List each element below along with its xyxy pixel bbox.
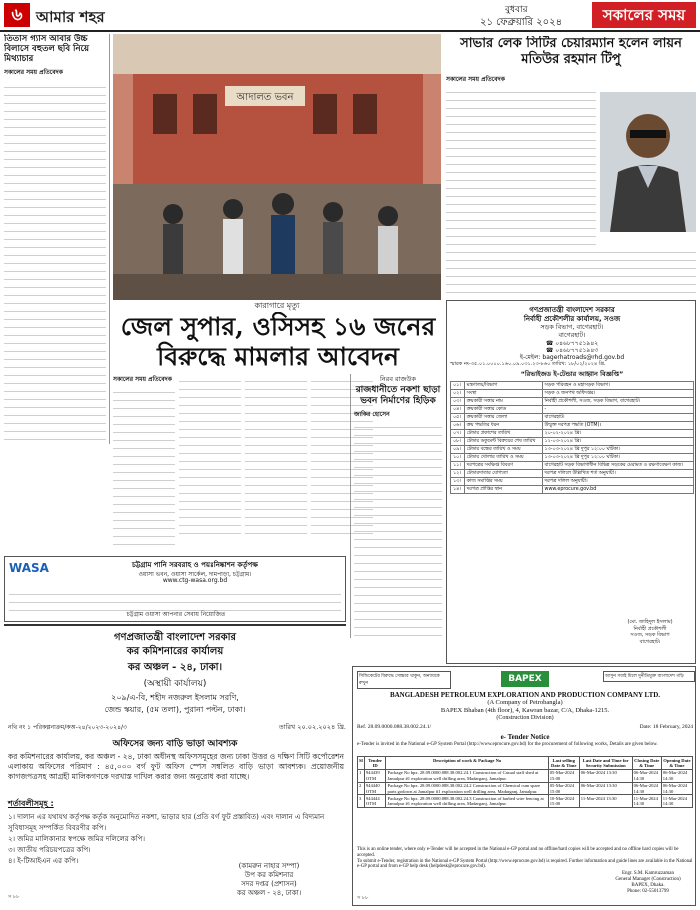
table-cell: মন্ত্রণালয়/বিভাগ bbox=[464, 382, 542, 390]
masthead bbox=[0, 0, 700, 32]
table-row bbox=[451, 478, 694, 486]
signatory-phone: Phone: 02-55013799 bbox=[627, 889, 669, 894]
rhd-ad-email: ই-মেইল: bagerhatroads@rhd.gov.bd bbox=[519, 354, 625, 361]
table-cell: ১২-০৩-২০২৪ খ্রি। bbox=[542, 438, 693, 446]
rhd-ad-phone: ☎ ০৪৬৮৭৭৫১৯৪২ bbox=[545, 340, 599, 347]
table-cell: ০৪। bbox=[451, 406, 465, 414]
table-cell: সড়ক ও জনপথ অধিদপ্তর। bbox=[542, 390, 693, 398]
table-header-cell: Last selling Date & Time bbox=[548, 757, 579, 770]
bapex-subtitle: (A Company of Petrobangla) bbox=[487, 699, 563, 706]
tipu-story-byline: সকালের সময় প্রতিবেদক bbox=[446, 76, 505, 83]
table-cell: টেন্ডার প্রকাশের তারিখ bbox=[464, 430, 542, 438]
wasa-title: চট্টগ্রাম পানি সরবরাহ ও পয়ঃনিষ্কাশন কর্তৃপক্ষ bbox=[132, 561, 258, 569]
tipu-portrait-photo bbox=[600, 92, 696, 232]
table-header-cell: Opening Date & Time bbox=[661, 757, 692, 770]
table-cell: Package No bpx. 28.09.0000.088.38.002.24.1 Construction of Casual staff shed at Jamalpur #1 exploration well drilling area, Madarganj, Jamalpur. bbox=[386, 769, 548, 782]
bapex-address: BAPEX Bhaban (4th floor), 4, Kawran bazar, C/A, Dhaka-1215. bbox=[440, 707, 610, 714]
table-cell: ২০-০২-২০২৪ খ্রি। bbox=[542, 430, 693, 438]
table-cell: Package No bpx. 28.09.0000.088.38.002.24.2 Construction of Chemical cum spare parts godown at Jamalpur #1 exploration well drilling area, Madarganj, Jamalpur. bbox=[386, 782, 548, 795]
story-byline: সকালের সময় প্রতিবেদক bbox=[4, 69, 63, 76]
table-row bbox=[451, 462, 694, 470]
condition-item: ২। জমির মালিকানার স্বপক্ষে জমির দলিলের কপি। bbox=[8, 835, 145, 843]
table-cell: ০৩। bbox=[451, 398, 465, 406]
table-cell: ০৯। bbox=[451, 446, 465, 454]
table-cell: 05-Mar-2024 15:00 bbox=[548, 782, 579, 795]
rhd-ad-phone: ☎ ০৪৬৮৭৭৫১৯৪৩ bbox=[545, 347, 599, 354]
table-header-cell: Description of work & Package No bbox=[386, 757, 548, 770]
table-cell: বাগেরহাট সড়ক বিভাগাধীন বিভিন্ন সড়কের মেরামত ও রক্ষণাবেক্ষণ কাজ। bbox=[542, 462, 693, 470]
table-cell: 06-Mar-2024 14:30 bbox=[661, 782, 692, 795]
table-cell: - bbox=[542, 406, 693, 414]
table-cell: ০৭। bbox=[451, 430, 465, 438]
bapex-tender-advertisement bbox=[352, 666, 696, 906]
table-cell: ১৩-০৩-২০২৪ খ্রি দুপুর ১২:০০ ঘটিকা। bbox=[542, 454, 693, 462]
table-row bbox=[451, 382, 694, 390]
wasa-website: www.ctg-wasa.org.bd bbox=[162, 577, 228, 584]
wasa-address: ওয়াসা ভবন, ওয়াসা সার্কেল, দামপাড়া, চট্টগ্রাম। bbox=[138, 571, 252, 578]
newspaper-logo: সকালের সময় bbox=[592, 2, 696, 28]
table-cell: সংস্থা bbox=[464, 390, 542, 398]
table-cell: ০২। bbox=[451, 390, 465, 398]
table-cell: দরপত্রের সংক্ষিপ্ত বিবরণ bbox=[464, 462, 542, 470]
table-cell: 944440 OTM bbox=[364, 782, 386, 795]
table-cell: 11-Mar-2024 14:30 bbox=[661, 795, 692, 808]
bapex-footnote: To submit e-Tender, registration in the National e-GP System Portal (http://www.eprocure.gov.bd) is required. Further information and guide lines are available in the National e-GP portal and from e-GP help desk (helpdesk@eprocure.gov.bd). bbox=[357, 858, 693, 870]
table-header-cell: Last Date and Time for Security Submission bbox=[579, 757, 632, 770]
table-cell: Package No bpx. 28.09.0000.088.38.002.24.3 Construction of barbed wire fencing at Jamalpur #1 exploration well drilling area, Madarganj, Jamalpur. bbox=[386, 795, 548, 808]
bapex-notice-title: e- Tender Notice bbox=[500, 733, 550, 741]
section-title: আমার শহর bbox=[36, 8, 105, 26]
signatory-name: (মো. জাহিদুল ইসলাম) bbox=[627, 619, 673, 625]
table-cell: ক্রয়কারী সত্তার নাম bbox=[464, 398, 542, 406]
table-cell: 06-Mar-2024 14:30 bbox=[632, 782, 661, 795]
table-cell: 06-Mar-2024 13:30 bbox=[579, 782, 632, 795]
bapex-note-right: আসুন সবাই মিলে দুর্নীতিমুক্ত বাংলাদেশ গড়ি bbox=[603, 671, 695, 682]
table-cell: ক্রয়কারী সত্তার জেলা bbox=[464, 414, 542, 422]
page-number: ৬ bbox=[4, 3, 30, 27]
table-cell: ১০। bbox=[451, 454, 465, 462]
table-header-cell: Tender ID bbox=[364, 757, 386, 770]
signatory-title: General Manager (Construction) bbox=[615, 877, 681, 882]
table-cell: ০১। bbox=[451, 382, 465, 390]
tax-ad-paragraph: কর কমিশনারের কার্যালয়, কর অঞ্চল - ২৪, ঢাকা অধীনস্থ অফিসসমূহের জন্য ঢাকা উত্তর ও দক্ষিণ সিটি কর্পোরেশন এলাকায় অফিসের পরিমাণ : ৪৫,০০০ বর্গ ফুট অফিস স্পেস সম্বলিত বাড়ি ভাড়া আবশ্যক। প্রয়োজনীয় কাগজপত্রসহ আগ্রহী মালিকগণকে দরখাস্ত দাখিল করার জন্য অনুরোধ করা যাচ্ছে। bbox=[8, 752, 344, 781]
rhd-tender-table bbox=[450, 381, 694, 494]
table-cell: ১৩। bbox=[451, 478, 465, 486]
table-row bbox=[451, 470, 694, 478]
tax-ad-conditions bbox=[8, 812, 344, 867]
story-headline: তিতাস গ্যাস আবার উচ্চ বিলাসে বহুতল ছবি নিয়ে মিথ্যাচার bbox=[4, 34, 89, 64]
tax-ad-zone: কর অঞ্চল - ২৪, ঢাকা। bbox=[127, 662, 223, 673]
table-row bbox=[451, 454, 694, 462]
table-cell: 944439 OTM bbox=[364, 769, 386, 782]
condition-item: ১। দালান এর যথাযথ কর্তৃপক্ষ কর্তৃক অনুমোদিত নকশা, ভাড়ার হার (প্রতি বর্গ ফুট প্রস্তাবিত) এবং দালান এ বিদ্যমান সুবিধাসমূহ সম্পর্কিত বিবরণীর কপি। bbox=[8, 813, 325, 832]
tax-ad-office: কর কমিশনারের কার্যালয় bbox=[126, 646, 224, 657]
table-cell: ০৮। bbox=[451, 438, 465, 446]
table-cell: 2 bbox=[358, 782, 365, 795]
table-cell: 1 bbox=[358, 769, 365, 782]
rhd-ad-title: “রিভাইজড ই-টেন্ডার আহ্বান বিজ্ঞপ্তি” bbox=[520, 370, 624, 378]
table-row bbox=[451, 486, 694, 494]
signatory-name: (কামরুন নাহার সম্পা) bbox=[238, 862, 300, 870]
table-cell: টেন্ডার বন্ধের তারিখ ও সময় bbox=[464, 446, 542, 454]
table-row bbox=[451, 438, 694, 446]
table-cell: উন্মুক্ত দরপত্র পদ্ধতি (OTM)। bbox=[542, 422, 693, 430]
tax-ad-government: গণপ্রজাতন্ত্রী বাংলাদেশ সরকার bbox=[114, 632, 236, 643]
story-body-lines bbox=[4, 80, 106, 444]
tax-ad-signature bbox=[194, 862, 344, 898]
wasa-footer: চট্টগ্রাম ওয়াসা আপনার সেবায় নিয়োজিত bbox=[126, 611, 226, 618]
table-cell: 06-Mar-2024 14:30 bbox=[661, 769, 692, 782]
signatory-title: নির্বাহী প্রকৌশলী bbox=[633, 625, 667, 632]
rhd-ad-region: বাগেরহাট। bbox=[558, 331, 586, 339]
bapex-intro: e-Tender is invited in the National e-GP System Portal (http://www.eprocure.gov.bd) for the procurement of following works, Details are given below. bbox=[357, 742, 658, 747]
table-cell: ১২। bbox=[451, 470, 465, 478]
bapex-note-left: সিন্ডিকেটের বিরুদ্ধে সোচ্চার থাকুন, অন্যায়কে রুখুন bbox=[357, 671, 451, 689]
wasa-logo: WASA bbox=[9, 561, 49, 575]
signatory-office: সওজ, সড়ক বিভাগ bbox=[630, 632, 670, 638]
signatory-org: BAPEX, Dhaka. bbox=[631, 883, 665, 888]
bapex-division: (Construction Division) bbox=[496, 715, 554, 721]
issue-date: ২১ ফেব্রুয়ারি ২০২৪ bbox=[480, 17, 563, 28]
bapex-footnotes bbox=[357, 847, 693, 870]
table-cell: দরপত্র দলিলে উল্লিখিত শর্ত অনুযায়ী। bbox=[542, 470, 693, 478]
bapex-date: Date: 18 February, 2024 bbox=[639, 724, 693, 730]
rhd-ad-government: গণপ্রজাতন্ত্রী বাংলাদেশ সরকার bbox=[529, 306, 615, 314]
issue-day: বুধবার bbox=[505, 5, 528, 15]
tax-ad-date: তারিখ ২০.০২.২০২৪ খ্রি. bbox=[278, 723, 346, 731]
table-cell: বাগেরহাট। bbox=[542, 414, 693, 422]
tax-office-advertisement bbox=[4, 624, 346, 904]
table-cell: টেন্ডারদাতার যোগ্যতা bbox=[464, 470, 542, 478]
table-cell: 06-Mar-2024 13:30 bbox=[579, 769, 632, 782]
left-column-story bbox=[4, 34, 110, 444]
jail-story-body bbox=[113, 374, 375, 554]
bapex-footnote: This is an online tender, where only e-Tender will be accepted in the National e-GP portal and no offline/hard copies will be accepted and no offline hard copies will be accepted. bbox=[357, 847, 679, 858]
photo-caption: কারাগারে মৃত্যু bbox=[254, 301, 300, 310]
roads-tender-advertisement bbox=[446, 300, 696, 664]
signatory-title: উপ কর কমিশনার bbox=[244, 871, 294, 879]
table-cell: দরপত্র দলিল অনুযায়ী। bbox=[542, 478, 693, 486]
table-cell: কাজ সমাপ্তির সময় bbox=[464, 478, 542, 486]
signatory-zone: কর অঞ্চল - ২৪, ঢাকা। bbox=[236, 889, 302, 897]
tax-ad-conditions-heading: শর্তাবলীসমূহ : bbox=[8, 799, 54, 808]
bapex-company-name: BANGLADESH PETROLEUM EXPLORATION AND PRODUCTION COMPANY LTD. bbox=[389, 691, 661, 699]
jail-story-headline: জেল সুপার, ওসিসহ ১৬ জনের বিরুদ্ধে মামলার আবেদন bbox=[120, 312, 436, 371]
wasa-advertisement bbox=[4, 556, 346, 622]
table-cell: 10-Mar-2024 15:00 bbox=[548, 795, 579, 808]
table-cell: ১১। bbox=[451, 462, 465, 470]
story-byline: জাকির হোসেন bbox=[354, 411, 390, 418]
table-cell: ১৩-০৩-২০২৪ খ্রি দুপুর ১২:০০ ঘটিকা। bbox=[542, 446, 693, 454]
table-row bbox=[451, 422, 694, 430]
rhd-ad-office: নির্বাহী প্রকৌশলীর কার্যালয়, সওজ bbox=[523, 315, 621, 323]
signatory-place: বাগেরহাট। bbox=[639, 638, 661, 645]
table-cell: 11-Mar-2024 13:30 bbox=[579, 795, 632, 808]
court-sign-text: আদালত ভবন bbox=[236, 92, 294, 103]
table-cell: 05-Mar-2024 15:00 bbox=[548, 769, 579, 782]
tipu-story-headline: সাভার লেক সিটির চেয়ারম্যান হলেন লায়ন মতিউর রহমান টিপু bbox=[460, 36, 682, 67]
table-cell: ক্রয় পদ্ধতির ধরন bbox=[464, 422, 542, 430]
condition-item: ৩। জাতীয় পরিচয়পত্রের কপি। bbox=[8, 846, 91, 854]
bapex-logo: BAPEX bbox=[501, 671, 549, 687]
table-cell: টেন্ডার খোলার তারিখ ও সময় bbox=[464, 454, 542, 462]
table-header-cell: Closing Date & Time bbox=[634, 757, 660, 768]
bapex-ref: Ref. 28.09.0000.088.38.002.24.1/ bbox=[357, 724, 432, 730]
bapex-tender-table bbox=[357, 756, 693, 808]
table-cell: টেন্ডার ডকুমেন্ট বিক্রয়ের শেষ তারিখ bbox=[464, 438, 542, 446]
table-row bbox=[451, 430, 694, 438]
court-building-photo bbox=[113, 34, 441, 300]
wasa-notice-lines bbox=[9, 587, 341, 611]
portrait-illustration bbox=[600, 92, 696, 232]
table-row bbox=[358, 769, 693, 782]
table-cell: ১৪। bbox=[451, 486, 465, 494]
table-row bbox=[451, 446, 694, 454]
jail-story-byline: সকালের সময় প্রতিবেদক bbox=[113, 376, 172, 383]
story-kicker: নিরব রাজউক bbox=[380, 375, 416, 383]
table-cell: ০৫। bbox=[451, 414, 465, 422]
table-row bbox=[451, 398, 694, 406]
rhd-ad-signature bbox=[607, 619, 693, 645]
tax-ad-address-line1: ২০৯/এ-বি, শহীদ নজরুল ইসলাম সরণি, bbox=[111, 693, 239, 702]
signatory-name: Engr. S.M. Kamruzzaman bbox=[621, 871, 675, 876]
table-cell: 06-Mar-2024 14:30 bbox=[632, 769, 661, 782]
condition-item: ৪। ই-টিআইএন এর কপি। bbox=[8, 857, 79, 865]
rhd-ad-division: সড়ক বিভাগ, বাগেরহাট। bbox=[540, 323, 604, 331]
table-cell: ক্রয়কারী সত্তার কোড bbox=[464, 406, 542, 414]
table-row bbox=[451, 390, 694, 398]
table-cell: 3 bbox=[358, 795, 365, 808]
building-design-story bbox=[350, 374, 442, 638]
tax-ad-memo: নথি নং ১ পরিকল্পনাক্রম/কঅ-২৪/২০২৩-২০২৪/৩ bbox=[8, 724, 127, 731]
table-cell: সড়ক পরিবহন ও মহাসড়ক বিভাগ। bbox=[542, 382, 693, 390]
table-row bbox=[451, 414, 694, 422]
bapex-signature bbox=[603, 871, 693, 895]
tax-ad-address-line2: জেন্ড স্কয়ার, (৫ম তলা), পুরানা পল্টন, ঢাকা। bbox=[104, 705, 246, 714]
table-cell: নির্বাহী প্রকৌশলী, সওজ, সড়ক বিভাগ, বাগেরহাট। bbox=[542, 398, 693, 406]
table-cell: ০৬। bbox=[451, 422, 465, 430]
table-row bbox=[451, 406, 694, 414]
table-cell: 944444 OTM bbox=[364, 795, 386, 808]
court-photo-illustration bbox=[113, 34, 441, 300]
table-header-cell: Sl bbox=[358, 757, 365, 770]
table-cell: 11-Mar-2024 14:30 bbox=[632, 795, 661, 808]
table-cell: www.eprocure.gov.bd bbox=[542, 486, 693, 494]
tax-ad-temporary: (অস্থায়ী কার্যালয়) bbox=[143, 679, 207, 689]
signatory-office: সদর দপ্তর (প্রশাসন) bbox=[241, 880, 297, 888]
tax-ad-ref-code: স ৮৮ bbox=[8, 894, 20, 900]
bapex-ref-code: স ৮৮ bbox=[357, 895, 369, 901]
story-headline: রাজধানীতে নকশা ছাড়া ভবন নির্মাণের হিড়িক bbox=[355, 385, 441, 406]
table-cell: দরপত্র প্রাপ্তির স্থান bbox=[464, 486, 542, 494]
table-row bbox=[358, 782, 693, 795]
rhd-ad-memo: স্মারক নং-৩৫.০১.০০০০.১৬০.০৯.০৩১.২৩-৮৬০ তারিখ: ১৮/০২/২০২৪ খ্রি. bbox=[450, 361, 606, 367]
table-row bbox=[358, 795, 693, 808]
tax-ad-subject: অফিসের জন্য বাড়ি ভাড়া আবশ্যক bbox=[112, 739, 238, 749]
